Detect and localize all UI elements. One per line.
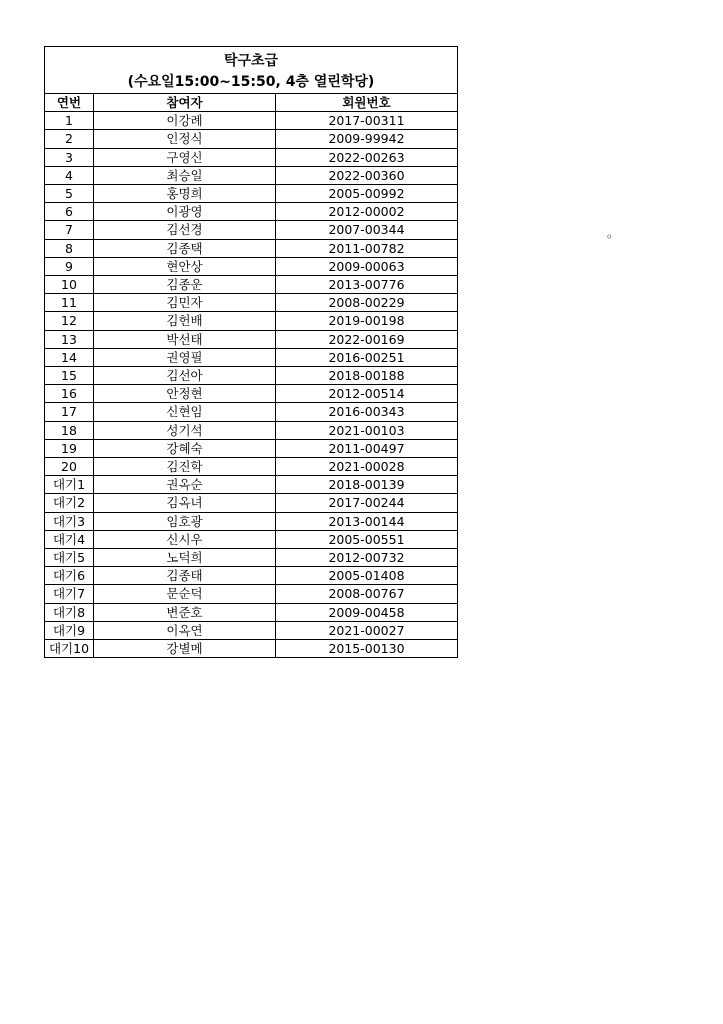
table-row	[45, 403, 458, 421]
cell-no: 3	[45, 148, 94, 166]
table-row	[45, 476, 458, 494]
cell-member-id: 2017-00311	[276, 112, 458, 130]
table-row	[45, 494, 458, 512]
cell-no: 대기9	[45, 621, 94, 639]
cell-name: 노덕희	[94, 549, 276, 567]
cell-name: 최승일	[94, 166, 276, 184]
cell-member-id: 2021-00028	[276, 458, 458, 476]
cell-no: 7	[45, 221, 94, 239]
table-row	[45, 185, 458, 203]
table-row	[45, 166, 458, 184]
cell-member-id: 2018-00139	[276, 476, 458, 494]
cell-name: 구영신	[94, 148, 276, 166]
cell-no: 11	[45, 294, 94, 312]
cell-no: 5	[45, 185, 94, 203]
cell-member-id: 2016-00251	[276, 348, 458, 366]
cell-name: 김선아	[94, 367, 276, 385]
cell-no: 대기5	[45, 549, 94, 567]
cell-member-id: 2018-00188	[276, 367, 458, 385]
cell-member-id: 2011-00782	[276, 239, 458, 257]
table-row	[45, 257, 458, 275]
cell-no: 13	[45, 330, 94, 348]
cell-member-id: 2007-00344	[276, 221, 458, 239]
table-row	[45, 130, 458, 148]
table-row	[45, 221, 458, 239]
table-row	[45, 603, 458, 621]
cell-name: 이광영	[94, 203, 276, 221]
cell-no: 대기2	[45, 494, 94, 512]
cell-name: 신현임	[94, 403, 276, 421]
cell-no: 대기10	[45, 640, 94, 658]
table-row	[45, 640, 458, 658]
cell-member-id: 2009-00063	[276, 257, 458, 275]
cell-name: 권영필	[94, 348, 276, 366]
table-row	[45, 203, 458, 221]
cell-name: 문순덕	[94, 585, 276, 603]
title-row	[45, 47, 458, 94]
cell-no: 8	[45, 239, 94, 257]
cell-member-id: 2009-00458	[276, 603, 458, 621]
table-row	[45, 112, 458, 130]
cell-no: 대기3	[45, 512, 94, 530]
cell-name: 권옥순	[94, 476, 276, 494]
column-header-member-id: 회원번호	[276, 94, 458, 112]
cell-name: 강별메	[94, 640, 276, 658]
table-row	[45, 458, 458, 476]
cell-member-id: 2013-00776	[276, 276, 458, 294]
table-row	[45, 312, 458, 330]
table-row	[45, 421, 458, 439]
cell-name: 현안상	[94, 257, 276, 275]
cell-no: 12	[45, 312, 94, 330]
table-row	[45, 385, 458, 403]
roster-sheet	[44, 46, 457, 658]
cell-no: 15	[45, 367, 94, 385]
cell-member-id: 2012-00514	[276, 385, 458, 403]
cell-name: 김종운	[94, 276, 276, 294]
cell-member-id: 2011-00497	[276, 439, 458, 457]
cell-name: 이옥연	[94, 621, 276, 639]
roster-body	[45, 112, 458, 658]
cell-no: 대기6	[45, 567, 94, 585]
cell-no: 19	[45, 439, 94, 457]
cell-member-id: 2009-99942	[276, 130, 458, 148]
cell-member-id: 2005-01408	[276, 567, 458, 585]
cell-member-id: 2021-00103	[276, 421, 458, 439]
cell-member-id: 2012-00002	[276, 203, 458, 221]
title-line-2: (수요일15:00~15:50, 4층 열린학당)	[127, 74, 375, 90]
column-header-no: 연번	[45, 94, 94, 112]
table-row	[45, 294, 458, 312]
cell-no: 대기8	[45, 603, 94, 621]
table-row	[45, 530, 458, 548]
cell-member-id: 2008-00229	[276, 294, 458, 312]
cell-name: 홍명희	[94, 185, 276, 203]
table-row	[45, 439, 458, 457]
cell-no: 10	[45, 276, 94, 294]
column-header-name: 참여자	[94, 94, 276, 112]
cell-no: 20	[45, 458, 94, 476]
cell-member-id: 2012-00732	[276, 549, 458, 567]
cell-no: 2	[45, 130, 94, 148]
cell-member-id: 2013-00144	[276, 512, 458, 530]
cell-name: 성기석	[94, 421, 276, 439]
cell-name: 김헌배	[94, 312, 276, 330]
column-header-row	[45, 94, 458, 112]
cell-name: 안정현	[94, 385, 276, 403]
table-row	[45, 148, 458, 166]
cell-name: 신시우	[94, 530, 276, 548]
cell-name: 강혜숙	[94, 439, 276, 457]
cell-member-id: 2022-00263	[276, 148, 458, 166]
cell-member-id: 2015-00130	[276, 640, 458, 658]
cell-name: 박선태	[94, 330, 276, 348]
cell-no: 9	[45, 257, 94, 275]
table-row	[45, 512, 458, 530]
cell-name: 김민자	[94, 294, 276, 312]
table-row	[45, 585, 458, 603]
table-row	[45, 276, 458, 294]
table-row	[45, 567, 458, 585]
table-title	[45, 47, 458, 94]
cell-name: 김종태	[94, 567, 276, 585]
cell-member-id: 2005-00992	[276, 185, 458, 203]
title-line-1: 탁구초급	[223, 53, 279, 69]
cell-name: 김옥녀	[94, 494, 276, 512]
cell-member-id: 2005-00551	[276, 530, 458, 548]
cell-no: 6	[45, 203, 94, 221]
cell-no: 대기1	[45, 476, 94, 494]
table-row	[45, 239, 458, 257]
cell-member-id: 2021-00027	[276, 621, 458, 639]
cell-no: 16	[45, 385, 94, 403]
cell-name: 변준호	[94, 603, 276, 621]
cell-name: 김종택	[94, 239, 276, 257]
cell-name: 임호광	[94, 512, 276, 530]
table-row	[45, 621, 458, 639]
cell-no: 4	[45, 166, 94, 184]
cell-no: 17	[45, 403, 94, 421]
cell-member-id: 2016-00343	[276, 403, 458, 421]
cell-member-id: 2017-00244	[276, 494, 458, 512]
cell-no: 1	[45, 112, 94, 130]
table-row	[45, 330, 458, 348]
table-row	[45, 367, 458, 385]
cell-name: 인정식	[94, 130, 276, 148]
cell-no: 대기4	[45, 530, 94, 548]
cell-no: 18	[45, 421, 94, 439]
cell-name: 이강례	[94, 112, 276, 130]
roster-table	[44, 46, 458, 658]
cell-member-id: 2022-00360	[276, 166, 458, 184]
cell-name: 김진학	[94, 458, 276, 476]
table-row	[45, 549, 458, 567]
cell-member-id: 2008-00767	[276, 585, 458, 603]
table-row	[45, 348, 458, 366]
cell-name: 김선경	[94, 221, 276, 239]
cell-no: 대기7	[45, 585, 94, 603]
side-mark: 。	[607, 226, 620, 240]
cell-no: 14	[45, 348, 94, 366]
cell-member-id: 2019-00198	[276, 312, 458, 330]
cell-member-id: 2022-00169	[276, 330, 458, 348]
